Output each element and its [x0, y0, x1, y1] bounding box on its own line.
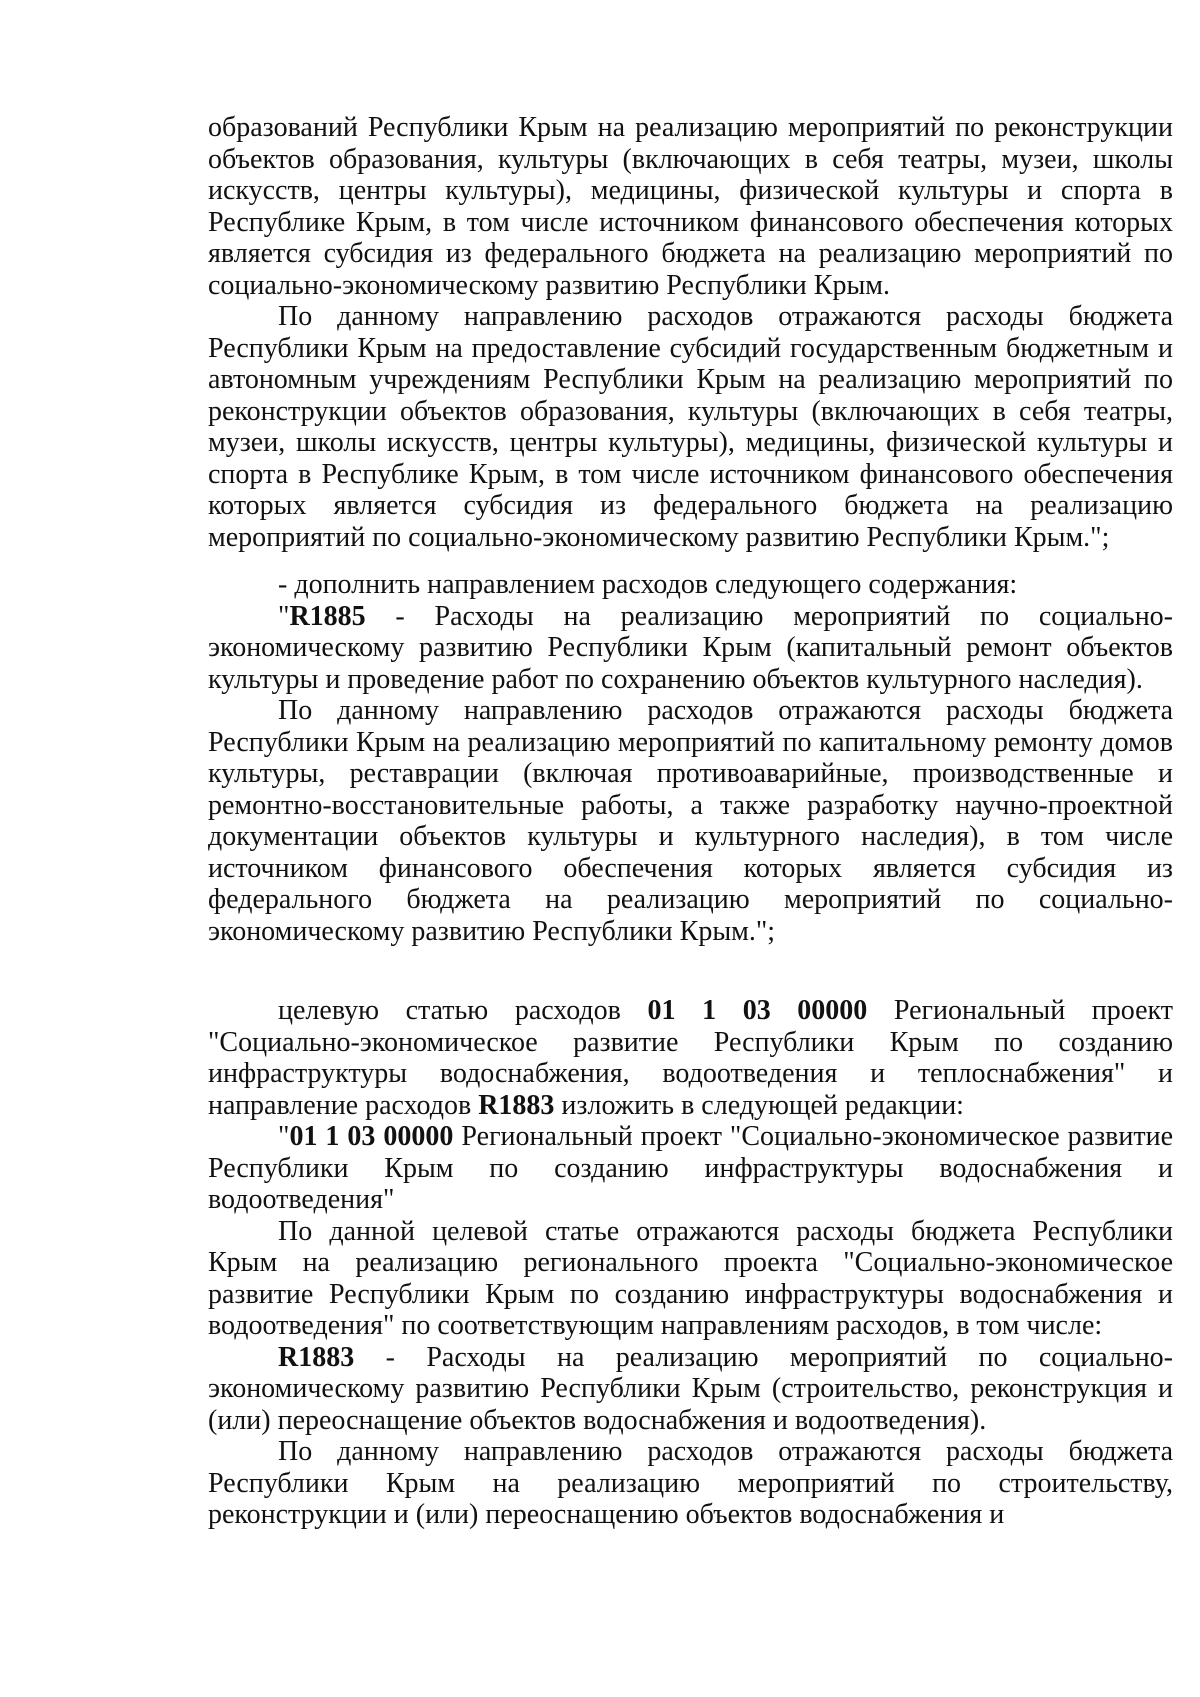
- bold-code: R1885: [289, 600, 366, 632]
- paragraph-8: [208, 1216, 1173, 1342]
- paragraph-10: [208, 1436, 1173, 1531]
- text-segment: По данному направлению расходов отражаются расходы бюджета Республики Крым на предоставление субсидий государственным бюджетным и автономным учреждениям Республики Крым на реализацию мероприятий по реконструкции объектов образования, культуры (включающих в себя театры, музеи, школы искусств, центры культуры), медицины, физической культуры и спорта в Республике Крым, в том числе источником финансового обеспечения которых является субсидия из федерального бюджета на реализацию мероприятий по социально-экономическому развитию Республики Крым.";: [208, 301, 1173, 553]
- text-segment: По данному направлению расходов отражаются расходы бюджета Республики Крым на реализацию мероприятий по капитальному ремонту домов культуры, реставрации (включая противоаварийные, производственные и ремонтно-восстановительные работы, а также разработку научно-проектной документации объектов культуры и культурного наследия), в том числе источником финансового обеспечения которых является субсидия из федерального бюджета на реализацию мероприятий по социально-экономическому развитию Республики Крым.";: [208, 695, 1173, 947]
- document-page: [208, 112, 1173, 1531]
- text-segment: - Расходы на реализацию мероприятий по социально-экономическому развитию Республики Крым (строительство, реконструкция и (или) переоснащение объектов водоснабжения и водоотведения).: [208, 1341, 1173, 1436]
- text-segment: ": [278, 1121, 290, 1152]
- paragraph-3: [208, 569, 1173, 601]
- bold-code: 01 1 03 00000: [289, 1121, 454, 1152]
- text-segment: - дополнить направлением расходов следующего содержания:: [278, 569, 1018, 600]
- text-segment: По данному направлению расходов отражаются расходы бюджета Республики Крым на реализацию мероприятий по строительству, реконструкции и (или) переоснащению объектов водоснабжения и: [208, 1436, 1173, 1530]
- text-segment: образований Республики Крым на реализацию мероприятий по реконструкции объектов образования, культуры (включающих в себя театры, музеи, школы искусств, центры культуры), медицины, физической культуры и спорта в Республике Крым, в том числе источником финансового обеспечения которых является субсидия из федерального бюджета на реализацию мероприятий по социально-экономическому развитию Республики Крым.: [208, 112, 1173, 301]
- paragraph-5: [208, 695, 1173, 947]
- text-segment: - Расходы на реализацию мероприятий по социально-экономическому развитию Республики Крым (капитальный ремонт объектов культуры и проведение работ по сохранению объектов культурного наследия).: [208, 600, 1173, 695]
- text-segment: Региональный проект "Социально-экономическое развитие Республики Крым по созданию инфраструктуры водоснабжения и водоотведения": [208, 1121, 1174, 1215]
- text-segment: По данной целевой статье отражаются расходы бюджета Республики Крым на реализацию регионального проекта "Социально-экономическое развитие Республики Крым по созданию инфраструктуры водоснабжения и водоотведения" по соответствующим направлениям расходов, в том числе:: [208, 1215, 1173, 1341]
- text-segment: изложить в следующей редакции:: [554, 1089, 964, 1121]
- bold-code: R1883: [278, 1341, 355, 1373]
- bold-code: R1883: [478, 1089, 555, 1121]
- paragraph-4: [208, 601, 1173, 696]
- text-segment: ": [278, 600, 290, 632]
- text-segment: целевую статью расходов: [278, 995, 648, 1026]
- paragraph-2: [208, 301, 1173, 553]
- paragraph-6: [208, 995, 1173, 1121]
- paragraph-9: [208, 1342, 1173, 1437]
- text-segment: Региональный проект "Социально-экономическое развитие Республики Крым по созданию инфраструктуры водоснабжения, водоотведения и теплоснабжения" и направление расходов: [208, 995, 1173, 1121]
- paragraph-1: [208, 112, 1173, 301]
- paragraph-7: [208, 1121, 1173, 1216]
- bold-code: 01 1 03 00000: [647, 995, 868, 1026]
